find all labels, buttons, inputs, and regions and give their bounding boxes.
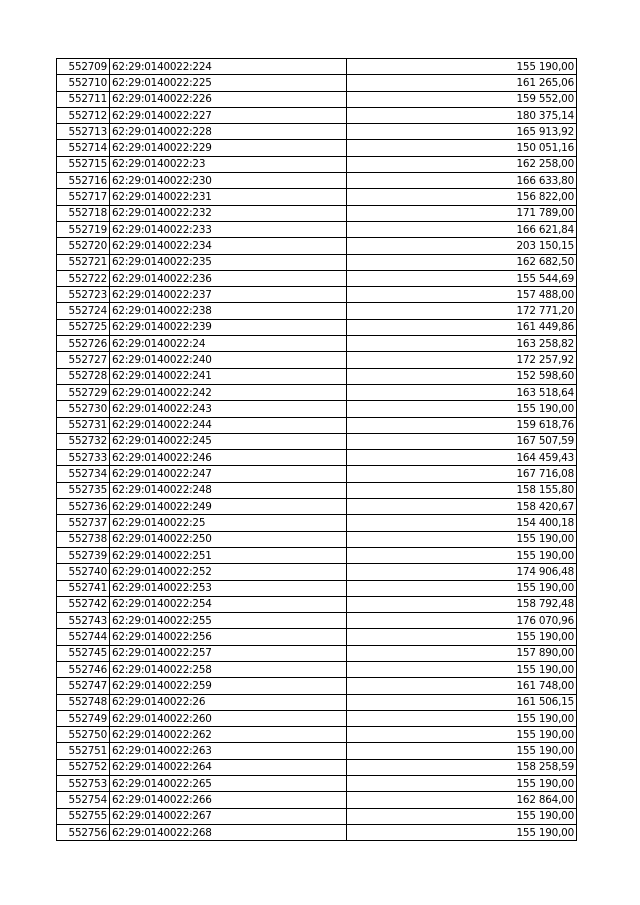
cadastral-number-cell: 62:29:0140022:233 [110, 221, 347, 237]
cadastral-value-cell: 166 633,80 [347, 173, 577, 189]
row-number-cell: 552754 [57, 792, 110, 808]
cadastral-number-cell: 62:29:0140022:245 [110, 433, 347, 449]
row-number-cell: 552739 [57, 547, 110, 563]
cadastral-number-cell: 62:29:0140022:26 [110, 694, 347, 710]
row-number-cell: 552732 [57, 433, 110, 449]
cadastral-number-cell: 62:29:0140022:252 [110, 564, 347, 580]
row-number-cell: 552749 [57, 710, 110, 726]
row-number-cell: 552731 [57, 417, 110, 433]
row-number-cell: 552711 [57, 91, 110, 107]
row-number-cell: 552721 [57, 254, 110, 270]
cadastral-value-cell: 158 792,48 [347, 596, 577, 612]
table-row [57, 319, 577, 335]
row-number-cell: 552722 [57, 270, 110, 286]
cadastral-value-cell: 155 190,00 [347, 710, 577, 726]
cadastral-number-cell: 62:29:0140022:246 [110, 450, 347, 466]
row-number-cell: 552723 [57, 287, 110, 303]
table-row [57, 173, 577, 189]
table-row [57, 466, 577, 482]
table-row [57, 776, 577, 792]
row-number-cell: 552720 [57, 238, 110, 254]
cadastral-number-cell: 62:29:0140022:236 [110, 270, 347, 286]
row-number-cell: 552712 [57, 107, 110, 123]
row-number-cell: 552756 [57, 824, 110, 840]
table-body [57, 59, 577, 841]
row-number-cell: 552734 [57, 466, 110, 482]
row-number-cell: 552724 [57, 303, 110, 319]
table-row [57, 792, 577, 808]
cadastral-value-cell: 158 420,67 [347, 499, 577, 515]
cadastral-number-cell: 62:29:0140022:257 [110, 645, 347, 661]
row-number-cell: 552751 [57, 743, 110, 759]
cadastral-value-cell: 150 051,16 [347, 140, 577, 156]
cadastral-number-cell: 62:29:0140022:227 [110, 107, 347, 123]
cadastral-number-cell: 62:29:0140022:258 [110, 661, 347, 677]
cadastral-number-cell: 62:29:0140022:25 [110, 515, 347, 531]
table-row [57, 270, 577, 286]
cadastral-number-cell: 62:29:0140022:254 [110, 596, 347, 612]
cadastral-value-table [56, 58, 577, 841]
cadastral-number-cell: 62:29:0140022:243 [110, 401, 347, 417]
cadastral-number-cell: 62:29:0140022:253 [110, 580, 347, 596]
cadastral-number-cell: 62:29:0140022:229 [110, 140, 347, 156]
cadastral-number-cell: 62:29:0140022:267 [110, 808, 347, 824]
cadastral-value-cell: 162 258,00 [347, 156, 577, 172]
cadastral-value-cell: 155 190,00 [347, 401, 577, 417]
row-number-cell: 552709 [57, 59, 110, 75]
row-number-cell: 552726 [57, 336, 110, 352]
cadastral-value-cell: 161 265,06 [347, 75, 577, 91]
cadastral-value-cell: 155 190,00 [347, 661, 577, 677]
table-row [57, 287, 577, 303]
table-row [57, 613, 577, 629]
cadastral-value-cell: 172 257,92 [347, 352, 577, 368]
table-row [57, 205, 577, 221]
cadastral-value-cell: 152 598,60 [347, 368, 577, 384]
cadastral-number-cell: 62:29:0140022:240 [110, 352, 347, 368]
cadastral-value-cell: 155 190,00 [347, 547, 577, 563]
cadastral-number-cell: 62:29:0140022:244 [110, 417, 347, 433]
cadastral-number-cell: 62:29:0140022:259 [110, 678, 347, 694]
row-number-cell: 552747 [57, 678, 110, 694]
cadastral-number-cell: 62:29:0140022:231 [110, 189, 347, 205]
cadastral-value-cell: 180 375,14 [347, 107, 577, 123]
cadastral-value-cell: 158 155,80 [347, 482, 577, 498]
cadastral-number-cell: 62:29:0140022:224 [110, 59, 347, 75]
cadastral-number-cell: 62:29:0140022:234 [110, 238, 347, 254]
table-row [57, 596, 577, 612]
cadastral-value-cell: 164 459,43 [347, 450, 577, 466]
cadastral-number-cell: 62:29:0140022:265 [110, 776, 347, 792]
row-number-cell: 552744 [57, 629, 110, 645]
row-number-cell: 552718 [57, 205, 110, 221]
cadastral-number-cell: 62:29:0140022:249 [110, 499, 347, 515]
cadastral-value-cell: 158 258,59 [347, 759, 577, 775]
cadastral-number-cell: 62:29:0140022:241 [110, 368, 347, 384]
table-row [57, 303, 577, 319]
table-row [57, 417, 577, 433]
cadastral-value-cell: 159 618,76 [347, 417, 577, 433]
row-number-cell: 552716 [57, 173, 110, 189]
cadastral-value-cell: 155 190,00 [347, 59, 577, 75]
cadastral-number-cell: 62:29:0140022:255 [110, 613, 347, 629]
row-number-cell: 552715 [57, 156, 110, 172]
table-row [57, 238, 577, 254]
table-row [57, 547, 577, 563]
row-number-cell: 552725 [57, 319, 110, 335]
cadastral-value-cell: 176 070,96 [347, 613, 577, 629]
row-number-cell: 552735 [57, 482, 110, 498]
table-row [57, 221, 577, 237]
cadastral-number-cell: 62:29:0140022:225 [110, 75, 347, 91]
table-row [57, 645, 577, 661]
row-number-cell: 552717 [57, 189, 110, 205]
table-row [57, 824, 577, 840]
cadastral-value-cell: 159 552,00 [347, 91, 577, 107]
cadastral-number-cell: 62:29:0140022:232 [110, 205, 347, 221]
cadastral-number-cell: 62:29:0140022:262 [110, 727, 347, 743]
cadastral-number-cell: 62:29:0140022:228 [110, 124, 347, 140]
row-number-cell: 552736 [57, 499, 110, 515]
table-row [57, 710, 577, 726]
cadastral-value-cell: 163 258,82 [347, 336, 577, 352]
table-row [57, 694, 577, 710]
row-number-cell: 552753 [57, 776, 110, 792]
cadastral-number-cell: 62:29:0140022:268 [110, 824, 347, 840]
cadastral-value-cell: 155 190,00 [347, 743, 577, 759]
row-number-cell: 552729 [57, 384, 110, 400]
row-number-cell: 552741 [57, 580, 110, 596]
cadastral-value-cell: 155 190,00 [347, 727, 577, 743]
cadastral-value-cell: 161 506,15 [347, 694, 577, 710]
cadastral-value-cell: 174 906,48 [347, 564, 577, 580]
cadastral-value-cell: 162 864,00 [347, 792, 577, 808]
row-number-cell: 552743 [57, 613, 110, 629]
table-row [57, 433, 577, 449]
row-number-cell: 552714 [57, 140, 110, 156]
cadastral-number-cell: 62:29:0140022:242 [110, 384, 347, 400]
row-number-cell: 552752 [57, 759, 110, 775]
table-row [57, 368, 577, 384]
table-row [57, 743, 577, 759]
cadastral-value-cell: 167 507,59 [347, 433, 577, 449]
row-number-cell: 552733 [57, 450, 110, 466]
table-row [57, 352, 577, 368]
cadastral-value-cell: 162 682,50 [347, 254, 577, 270]
cadastral-number-cell: 62:29:0140022:263 [110, 743, 347, 759]
cadastral-value-cell: 154 400,18 [347, 515, 577, 531]
row-number-cell: 552728 [57, 368, 110, 384]
cadastral-number-cell: 62:29:0140022:266 [110, 792, 347, 808]
cadastral-value-cell: 165 913,92 [347, 124, 577, 140]
cadastral-value-cell: 166 621,84 [347, 221, 577, 237]
cadastral-value-cell: 155 190,00 [347, 776, 577, 792]
table-row [57, 808, 577, 824]
table-row [57, 91, 577, 107]
cadastral-value-cell: 155 190,00 [347, 629, 577, 645]
table-row [57, 59, 577, 75]
cadastral-number-cell: 62:29:0140022:248 [110, 482, 347, 498]
cadastral-number-cell: 62:29:0140022:250 [110, 531, 347, 547]
row-number-cell: 552730 [57, 401, 110, 417]
table-row [57, 189, 577, 205]
cadastral-value-cell: 157 890,00 [347, 645, 577, 661]
table-row [57, 401, 577, 417]
table-row [57, 499, 577, 515]
row-number-cell: 552738 [57, 531, 110, 547]
table-row [57, 629, 577, 645]
cadastral-number-cell: 62:29:0140022:235 [110, 254, 347, 270]
row-number-cell: 552740 [57, 564, 110, 580]
cadastral-value-cell: 155 544,69 [347, 270, 577, 286]
table-row [57, 515, 577, 531]
cadastral-value-cell: 167 716,08 [347, 466, 577, 482]
table-row [57, 759, 577, 775]
row-number-cell: 552745 [57, 645, 110, 661]
table-row [57, 336, 577, 352]
table-row [57, 156, 577, 172]
table-row [57, 75, 577, 91]
cadastral-value-cell: 163 518,64 [347, 384, 577, 400]
table-row [57, 564, 577, 580]
cadastral-value-cell: 155 190,00 [347, 824, 577, 840]
table-row [57, 661, 577, 677]
table-row [57, 140, 577, 156]
row-number-cell: 552713 [57, 124, 110, 140]
cadastral-number-cell: 62:29:0140022:247 [110, 466, 347, 482]
table-row [57, 482, 577, 498]
row-number-cell: 552750 [57, 727, 110, 743]
table-row [57, 531, 577, 547]
cadastral-value-cell: 156 822,00 [347, 189, 577, 205]
row-number-cell: 552737 [57, 515, 110, 531]
cadastral-value-cell: 161 748,00 [347, 678, 577, 694]
cadastral-value-cell: 172 771,20 [347, 303, 577, 319]
cadastral-value-cell: 155 190,00 [347, 580, 577, 596]
cadastral-number-cell: 62:29:0140022:230 [110, 173, 347, 189]
table-row [57, 384, 577, 400]
row-number-cell: 552710 [57, 75, 110, 91]
cadastral-number-cell: 62:29:0140022:264 [110, 759, 347, 775]
row-number-cell: 552727 [57, 352, 110, 368]
table-row [57, 727, 577, 743]
cadastral-value-cell: 171 789,00 [347, 205, 577, 221]
table-row [57, 580, 577, 596]
row-number-cell: 552755 [57, 808, 110, 824]
table-row [57, 450, 577, 466]
cadastral-number-cell: 62:29:0140022:23 [110, 156, 347, 172]
cadastral-value-cell: 155 190,00 [347, 531, 577, 547]
row-number-cell: 552748 [57, 694, 110, 710]
cadastral-value-cell: 155 190,00 [347, 808, 577, 824]
row-number-cell: 552719 [57, 221, 110, 237]
cadastral-number-cell: 62:29:0140022:226 [110, 91, 347, 107]
cadastral-number-cell: 62:29:0140022:260 [110, 710, 347, 726]
cadastral-value-cell: 157 488,00 [347, 287, 577, 303]
cadastral-number-cell: 62:29:0140022:24 [110, 336, 347, 352]
cadastral-value-cell: 203 150,15 [347, 238, 577, 254]
cadastral-number-cell: 62:29:0140022:251 [110, 547, 347, 563]
row-number-cell: 552742 [57, 596, 110, 612]
table-row [57, 254, 577, 270]
cadastral-number-cell: 62:29:0140022:239 [110, 319, 347, 335]
cadastral-number-cell: 62:29:0140022:238 [110, 303, 347, 319]
table-row [57, 124, 577, 140]
table-row [57, 107, 577, 123]
cadastral-value-cell: 161 449,86 [347, 319, 577, 335]
cadastral-number-cell: 62:29:0140022:256 [110, 629, 347, 645]
cadastral-number-cell: 62:29:0140022:237 [110, 287, 347, 303]
table-row [57, 678, 577, 694]
row-number-cell: 552746 [57, 661, 110, 677]
